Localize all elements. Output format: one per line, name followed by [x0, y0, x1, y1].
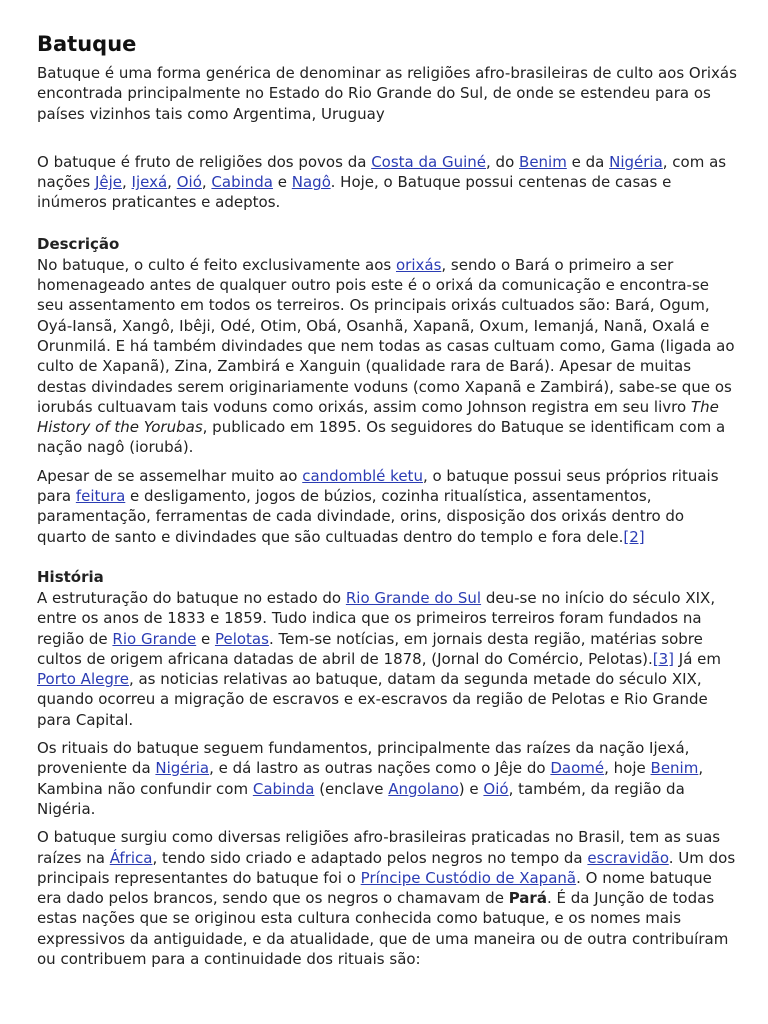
link-candomble-ketu[interactable]: candomblé ketu [302, 466, 423, 485]
text: . Hoje, o Batuque possui centenas de casas e inúmeros praticantes e adeptos. [37, 173, 672, 212]
text: Já em [674, 649, 722, 668]
text: e desligamento, jogos de búzios, cozinha ritualística, assentamentos, paramentação, ferramentas de cada divindade, orins, disposição dos orixás dentro do quarto de santo e divindades que são cultuadas dentro do templo e fora dele. [37, 487, 685, 546]
text: . O nome batuque era dado pelos brancos, sendo que os negros o chamavam de [37, 868, 712, 908]
link-angolano[interactable]: Angolano [388, 779, 459, 798]
link-nago[interactable]: Nagô [291, 173, 331, 192]
text: e da [566, 152, 610, 171]
section-heading-historia: História [37, 567, 104, 586]
text: , também, da região da Nigéria. [37, 779, 685, 818]
link-principe-custodio[interactable]: Príncipe Custódio de Xapanã [360, 868, 577, 887]
link-rio-grande[interactable]: Rio Grande [112, 629, 197, 648]
historia-paragraph-2 [37, 738, 737, 819]
page-title: Batuque [37, 32, 137, 56]
descricao-paragraph-1 [37, 255, 737, 458]
text: , tendo sido criado e adaptado pelos negros no tempo da [152, 848, 588, 867]
link-oio-2[interactable]: Oió [483, 779, 509, 798]
book-title: The History of the Yorubas [37, 397, 719, 437]
link-rio-grande-do-sul[interactable]: Rio Grande do Sul [345, 588, 482, 607]
text: , sendo o Bará o primeiro a ser homenageado antes de qualquer outro pois este é o orixá da comunicação e encontra-se seu assentamento em todos os terreiros. Os principais orixás cultuados são: Bará, Ogum, Oyá-Iansã, Xangô, Ibêji, Odé, Otim, Obá, Osanhã, Xapanã, Oxum, Iemanjá, Nanã, Oxalá e Orunmilá. E há também divindades que nem todas as casas cultuam como, Gama (ligada ao culto de Xapanã), Zina, Zambirá e Xanguin (qualidade rara de Bará). Apesar de muitas destas divindades serem originariamente voduns (como Xapanã e Zambirá), sabe-se que os iorubás cultuavam tais voduns como orixás, assim como Johnson registra em seu livro [37, 255, 735, 416]
text: O batuque é fruto de religiões dos povos da [37, 152, 372, 171]
descricao-paragraph-2 [37, 466, 737, 547]
link-oio[interactable]: Oió [176, 173, 202, 192]
link-benim-2[interactable]: Benim [650, 759, 699, 778]
text: , com as nações [37, 152, 727, 192]
text: , Kambina não confundir com [37, 759, 704, 798]
link-porto-alegre[interactable]: Porto Alegre [37, 670, 129, 689]
link-jeje[interactable]: Jêje [94, 173, 122, 192]
link-africa[interactable]: África [109, 848, 153, 867]
reference-link-3[interactable]: [3] [652, 649, 675, 668]
link-pelotas[interactable]: Pelotas [214, 629, 269, 648]
text: , [201, 173, 212, 192]
text: e [196, 629, 215, 648]
link-nigeria-2[interactable]: Nigéria [155, 759, 210, 778]
link-cabinda[interactable]: Cabinda [211, 173, 273, 192]
origin-paragraph [37, 152, 737, 213]
link-escravidao[interactable]: escravidão [587, 848, 669, 867]
link-ijexa[interactable]: Ijexá [131, 173, 168, 192]
text: , as noticias relativas ao batuque, datam da segunda metade do século XIX, quando ocorreu a migração de escravos e ex-escravos da região de Pelotas e Rio Grande para Capital. [37, 670, 708, 729]
text: e [273, 173, 292, 192]
link-daome[interactable]: Daomé [550, 759, 605, 778]
text: , [122, 173, 132, 192]
text: , publicado em 1895. Os seguidores do Batuque se identificam com a nação nagô (iorubá). [37, 418, 726, 457]
intro-paragraph: Batuque é uma forma genérica de denominar as religiões afro-brasileiras de culto aos Orixás encontrada principalmente no Estado do Rio Grande do Sul, de onde se estendeu para os países vizinhos tais como Argentima, Uruguay [37, 64, 737, 123]
text: . É da Junção de todas estas nações que se originou esta cultura conhecida como batuque, e os nomes mais expressivos da antiguidade, e da atualidade, que de uma maneira ou de outra contribuíram ou contribuem para a continuidade dos rituais são: [37, 889, 729, 968]
text: , [167, 173, 177, 192]
text: , e dá lastro as outras nações como o Jêje do [209, 759, 551, 778]
text: (enclave [314, 779, 389, 798]
historia-paragraph-1 [37, 588, 737, 730]
article [37, 31, 737, 969]
text: Os rituais do batuque seguem fundamentos, principalmente das raízes da nação Ijexá, proveniente da [37, 739, 690, 778]
link-costa-da-guine[interactable]: Costa da Guiné [371, 152, 487, 171]
bold-term-para: Pará [508, 889, 547, 908]
text: O batuque surgiu como diversas religiões afro-brasileiras praticadas no Brasil, tem as suas raízes na [37, 828, 721, 867]
text: A estruturação do batuque no estado do [37, 588, 346, 607]
text: Apesar de se assemelhar muito ao [37, 466, 303, 485]
link-orixas[interactable]: orixás [395, 255, 442, 274]
text: , do [486, 152, 520, 171]
link-feitura[interactable]: feitura [75, 487, 126, 506]
link-benim[interactable]: Benim [519, 152, 567, 171]
text: . Um dos principais representantes do batuque foi o [37, 848, 736, 887]
reference-link-2[interactable]: [2] [623, 527, 645, 546]
text: , hoje [604, 759, 651, 778]
text: , o batuque possui seus próprios rituais para [37, 466, 719, 506]
link-cabinda-2[interactable]: Cabinda [252, 779, 315, 798]
text: deu-se no início do século XIX, entre os anos de 1833 e 1859. Tudo indica que os primeiros terreiros foram fundados na região de [37, 588, 716, 648]
historia-paragraph-3 [37, 827, 737, 969]
text: ) e [458, 779, 484, 798]
section-heading-descricao: Descrição [37, 234, 120, 253]
text: . Tem-se notícias, em jornais desta região, matérias sobre cultos de origem africana datadas de abril de 1878, (Jornal do Comércio, Pelotas). [37, 629, 703, 668]
text: No batuque, o culto é feito exclusivamente aos [37, 255, 396, 274]
link-nigeria[interactable]: Nigéria [609, 152, 663, 171]
